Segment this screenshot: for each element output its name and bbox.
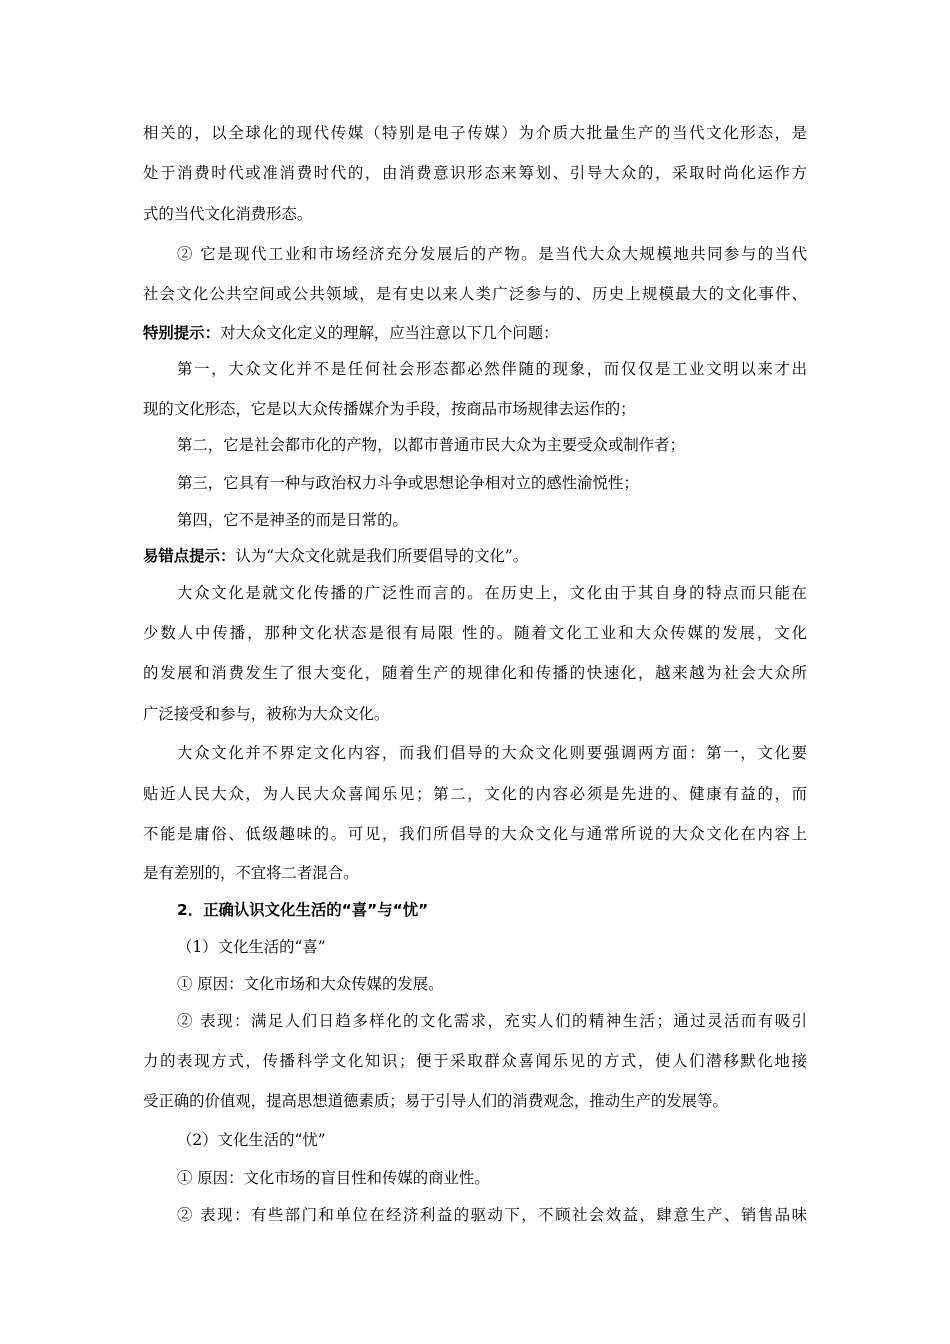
text-line: 社会文化公共空间或公共领域，是有史以来人类广泛参与的、历史上规模最大的文化事件、 [143,285,807,303]
text-line: 大众文化并不界定文化内容，而我们倡导的大众文化则要强调两方面：第一，文化要 [177,744,807,762]
text-line: （2）文化生活的“忧” [177,1131,326,1149]
text-line: 第四，它不是神圣的而是日常的。 [177,511,408,529]
note-label: 易错点提示： [143,547,236,565]
text-line: ② 它是现代工业和市场经济充分发展后的产物。是当代大众大规模地共同参与的当代 [177,245,807,263]
section-heading: 2．正确认识文化生活的“喜”与“忧” [177,901,429,919]
text-line: 第二，它是社会都市化的产物，以都市普通市民大众为主要受众或制作者； [177,436,685,454]
text-line: 相关的，以全球化的现代传媒（特别是电子传媒）为介质大批量生产的当代文化形态，是 [143,124,807,142]
text-line: 第三，它具有一种与政治权力斗争或思想论争相对立的感性渝悦性； [177,474,639,492]
text-line: 贴近人民大众，为人民大众喜闻乐见；第二，文化的内容必须是先进的、健康有益的，而 [143,785,807,803]
note-text: 认为“大众文化就是我们所要倡导的文化”。 [235,547,529,565]
text-line: 处于消费时代或准消费时代的，由消费意识形态来筹划、引导大众的，采取时尚化运作方 [143,164,807,182]
text-line: 力的表现方式，传播科学文化知识；便于采取群众喜闻乐见的方式，使人们潜移默化地接 [143,1052,807,1070]
text-line: 的发展和消费发生了很大变化，随着生产的规律化和传播的快速化，越来越为社会大众所 [143,664,807,682]
text-line: 第一，大众文化并不是任何社会形态都必然伴随的现象，而仅仅是工业文明以来才出 [177,360,807,378]
text-line: 现的文化形态，它是以大众传播媒介为手段，按商品市场规律去运作的； [143,400,636,418]
text-line: 受正确的价值观，提高思想道德素质；易于引导人们的消费观念，推动生产的发展等。 [143,1092,728,1110]
text-line: （1）文化生活的“喜” [177,938,326,956]
note-line [143,322,807,344]
text-line: 广泛接受和参与，被称为大众文化。 [143,705,390,723]
text-line: ② 表现：满足人们日趋多样化的文化需求，充实人们的精神生活；通过灵活而有吸引 [177,1012,807,1030]
note-text: 对大众文化定义的理解，应当注意以下几个问题： [219,324,559,342]
text-line: 大众文化是就文化传播的广泛性而言的。在历史上，文化由于其自身的特点而只能在 [177,584,807,602]
text-line: 不能是庸俗、低级趣味的。可见，我们所倡导的大众文化与通常所说的大众文化在内容上 [143,825,807,843]
text-line: ① 原因：文化市场的盲目性和传媒的商业性。 [177,1169,490,1187]
text-line: ② 表现：有些部门和单位在经济利益的驱动下，不顾社会效益，肆意生产、销售品味 [177,1206,807,1224]
text-line: ① 原因：文化市场和大众传媒的发展。 [177,975,444,993]
text-line: 是有差别的，不宜将二者混合。 [143,864,359,882]
text-line: 少数人中传播，那种文化状态是很有局限 性的。随着文化工业和大众传媒的发展，文化 [143,624,807,642]
text-line: 式的当代文化消费形态。 [143,205,313,223]
note-label: 特别提示： [143,324,220,342]
note-line [143,545,807,567]
